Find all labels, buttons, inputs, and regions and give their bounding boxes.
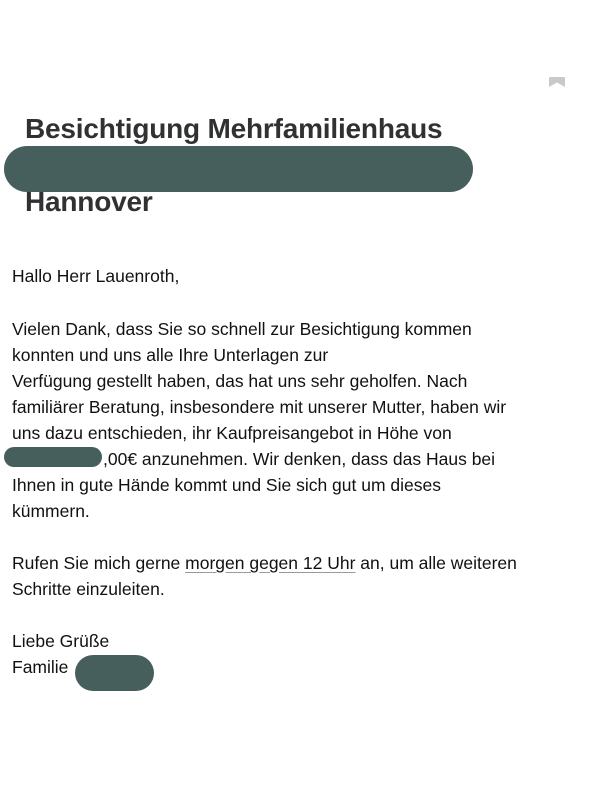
body-line: kümmern. [12,501,90,521]
body-line: familiärer Beratung, insbesondere mit unserer Mutter, haben wir [12,397,507,417]
call-request-prefix: Rufen Sie mich gerne [12,553,186,573]
body-line: konnten und uns alle Ihre Unterlagen zur [12,345,329,365]
date-time-link[interactable]: morgen gegen 12 Uhr [185,553,356,573]
email-subject-line-1: Besichtigung Mehrfamilienhaus [25,113,443,144]
email-closing: Liebe Grüße [12,631,110,651]
call-request-line [12,550,517,576]
flag-icon[interactable] [548,76,566,88]
email-signature: Familie [12,657,69,677]
body-line: Vielen Dank, dass Sie so schnell zur Besichtigung kommen [12,319,472,339]
body-line: Verfügung gestellt haben, das hat uns sehr geholfen. Nach [12,371,468,391]
redaction-family-name [75,655,154,691]
body-line: Ihnen in gute Hände kommt und Sie sich gut um dieses [12,475,441,495]
email-greeting: Hallo Herr Lauenroth, [12,266,180,286]
body-line: Schritte einzuleiten. [12,579,165,599]
redaction-amount [4,447,102,467]
call-request-suffix: an, um alle weiteren [355,553,517,573]
body-line: uns dazu entschieden, ihr Kaufpreisangebot in Höhe von [12,423,452,443]
email-subject-line-3: Hannover [25,186,153,217]
body-line-amount: ,00€ anzunehmen. Wir denken, dass das Haus bei [103,449,496,469]
